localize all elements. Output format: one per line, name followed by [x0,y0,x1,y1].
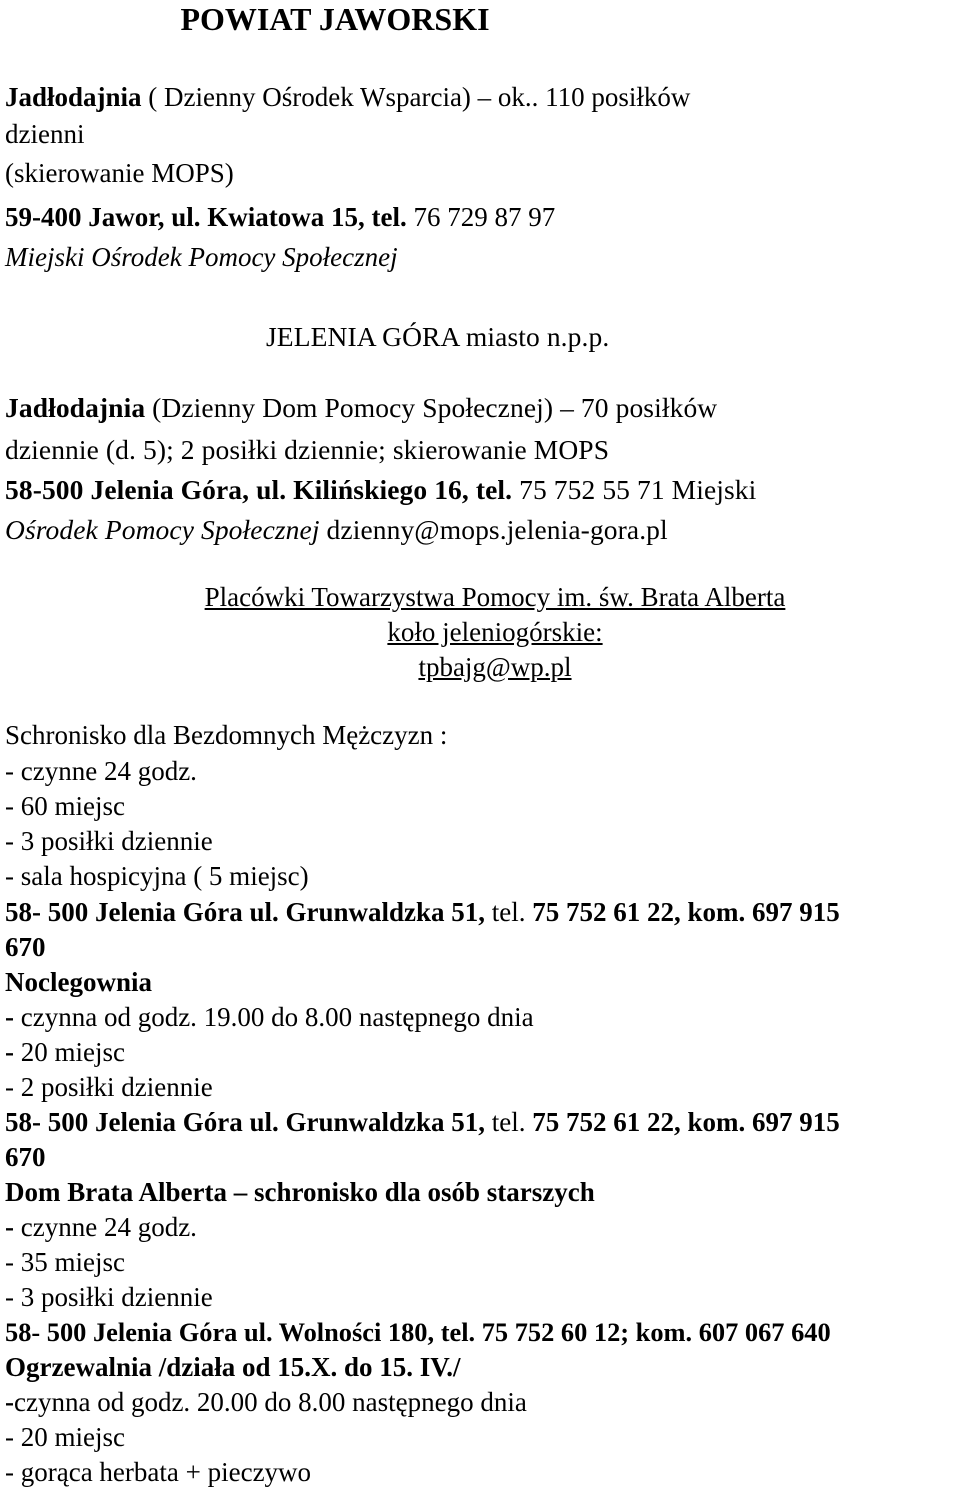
schronisko-title-colon: : [433,720,448,750]
noclegownia-title: Noclegownia [5,967,152,997]
schronisko-address [5,895,840,929]
jawor-jadlodajnia-label: Jadłodajnia [5,82,142,112]
jawor-line-3: (skierowanie MOPS) [5,158,234,188]
jawor-phone: 76 729 87 97 [406,202,556,232]
jelenia-line-1 [5,391,717,425]
schronisko-title [5,718,447,752]
dom-brata-item: - 35 miejsc [5,1247,125,1277]
noclegownia-address-bold: 58- 500 Jelenia Góra ul. Grunwaldzka 51, [5,1107,486,1137]
noclegownia-dash: - [5,1037,14,1067]
jelenia-phone: 75 752 55 71 Miejski [512,474,757,505]
noclegownia-item: - 2 posiłki dziennie [5,1072,213,1102]
tpba-heading-line-2: koło jeleniogórskie: [387,617,603,647]
jelenia-heading: JELENIA GÓRA miasto n.p.p. [266,321,610,352]
jawor-jadlodajnia-desc: ( Dzienny Ośrodek Wsparcia) – ok.. 110 posiłków [141,82,691,112]
ogrzewalnia-item [5,1385,527,1419]
ogrzewalnia-item: - gorąca herbata + pieczywo [5,1457,312,1487]
schronisko-title-text: Schronisko dla Bezdomnych Mężczyzn [5,720,434,750]
dom-brata-title: Dom Brata Alberta – schronisko dla osób starszych [5,1177,595,1207]
ogrzewalnia-hours: czynna od godz. 20.00 do 8.00 następnego dnia [14,1387,527,1417]
jelenia-jadlodajnia-desc: (Dzienny Dom Pomocy Społecznej) – 70 posiłków [145,392,718,423]
schronisko-item: - 3 posiłki dziennie [5,826,213,856]
jawor-mops: Miejski Ośrodek Pomocy Społecznej [5,242,398,272]
ogrzewalnia-dash: - [5,1387,14,1417]
noclegownia-item [5,1000,534,1034]
noclegownia-address-tel: tel. [485,1107,526,1137]
schronisko-phone: 75 752 61 22, kom. 697 915 [525,897,840,927]
tpba-email[interactable]: tpbajg@wp.pl [418,652,572,682]
schronisko-item: - czynne 24 godz. [5,756,197,786]
ogrzewalnia-title: Ogrzewalnia /działa od 15.X. do 15. IV./ [5,1352,461,1382]
schronisko-address-tel: tel. [485,897,526,927]
dom-brata-item [5,1210,197,1244]
noclegownia-phone: 75 752 61 22, kom. 697 915 [525,1107,840,1137]
jelenia-email[interactable]: dzienny@mops.jelenia-gora.pl [319,514,668,545]
noclegownia-address [5,1105,840,1139]
dom-brata-dash: - [5,1212,14,1242]
jelenia-address-bold: 58-500 Jelenia Góra, ul. Kilińskiego 16, tel. [5,474,513,505]
dom-brata-hours: czynne 24 godz. [14,1212,197,1242]
jawor-line-1 [5,80,690,114]
jawor-line-2: dzienni [5,119,85,149]
noclegownia-address-cont: 670 [5,1142,46,1172]
tpba-heading-line-1: Placówki Towarzystwa Pomocy im. św. Brata Alberta [204,582,786,612]
jelenia-mops: Ośrodek Pomocy Społecznej [5,514,320,545]
dom-brata-item: - 3 posiłki dziennie [5,1282,213,1312]
jelenia-line-4 [5,513,668,547]
schronisko-item: - sala hospicyjna ( 5 miejsc) [5,861,309,891]
schronisko-address-cont: 670 [5,932,46,962]
schronisko-item: - 60 miejsc [5,791,125,821]
jawor-address [5,200,555,234]
dom-brata-address: 58- 500 Jelenia Góra ul. Wolności 180, tel. 75 752 60 12; kom. 607 067 640 [5,1317,831,1347]
jelenia-jadlodajnia-label: Jadłodajnia [5,392,146,423]
page-title: POWIAT JAWORSKI [180,1,490,37]
noclegownia-dash: - [5,1002,14,1032]
jelenia-address [5,473,756,507]
noclegownia-item [5,1035,125,1069]
jelenia-line-2: dziennie (d. 5); 2 posiłki dziennie; skierowanie MOPS [5,434,610,465]
jawor-address-bold: 59-400 Jawor, ul. Kwiatowa 15, tel. [5,202,407,232]
schronisko-address-bold: 58- 500 Jelenia Góra ul. Grunwaldzka 51, [5,897,486,927]
noclegownia-places: 20 miejsc [14,1037,125,1067]
ogrzewalnia-item: - 20 miejsc [5,1422,125,1452]
noclegownia-hours: czynna od godz. 19.00 do 8.00 następnego dnia [14,1002,534,1032]
